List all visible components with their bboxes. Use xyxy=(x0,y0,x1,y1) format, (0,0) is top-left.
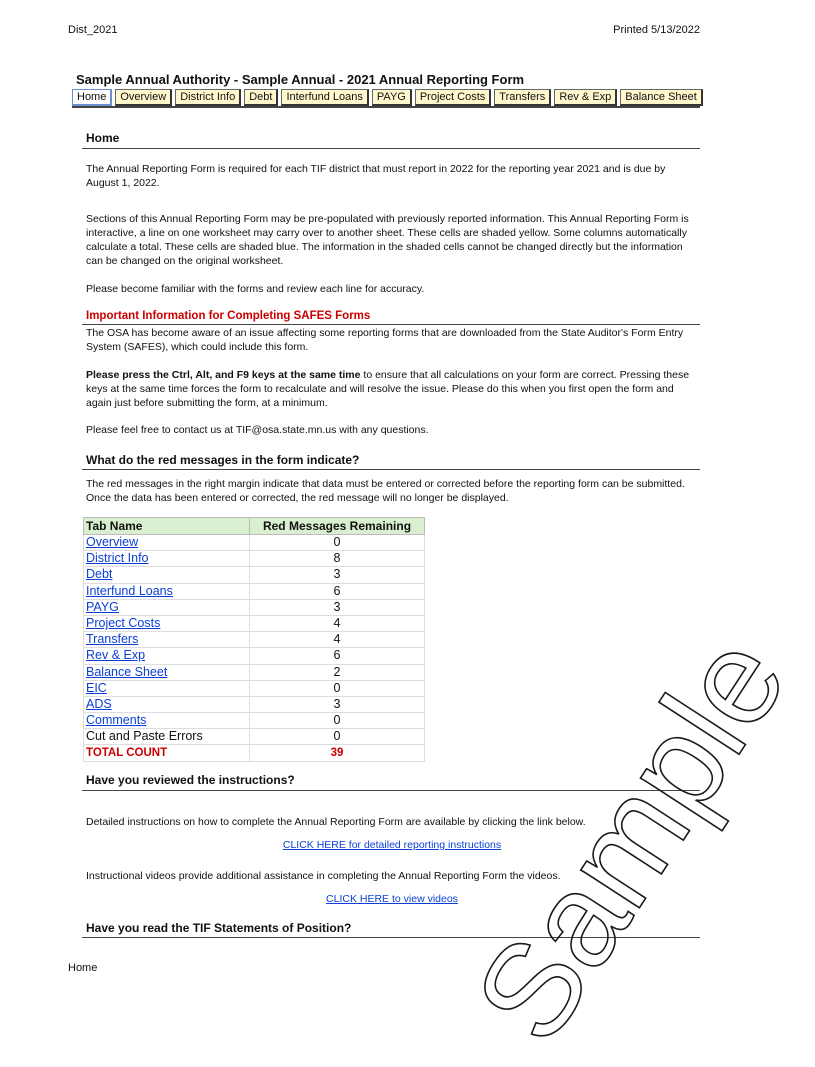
sheet-tab-bar xyxy=(72,89,700,108)
sample-watermark: Sample xyxy=(446,610,814,1067)
red-message-count: 4 xyxy=(250,632,425,648)
table-row xyxy=(84,729,425,745)
tab-name-cell[interactable] xyxy=(84,648,250,664)
tab-name-cell[interactable] xyxy=(84,664,250,680)
table-row xyxy=(84,615,425,631)
table-row xyxy=(84,680,425,696)
col-red-messages: Red Messages Remaining xyxy=(250,518,425,535)
tab-home[interactable]: Home xyxy=(72,89,112,106)
red-message-count: 0 xyxy=(250,729,425,745)
sheet-name: Dist_2021 xyxy=(68,24,118,36)
red-message-count: 3 xyxy=(250,599,425,615)
tab-name-cell[interactable] xyxy=(84,583,250,599)
table-row xyxy=(84,713,425,729)
tab-name-cell[interactable] xyxy=(84,696,250,712)
divider xyxy=(82,790,700,791)
home-heading: Home xyxy=(86,131,120,145)
divider xyxy=(82,324,700,325)
tab-payg[interactable]: PAYG xyxy=(372,89,412,106)
home-paragraph-2: Sections of this Annual Reporting Form may be pre-populated with previously reported information. This Annual Reporting Form is interactive, a line on one worksheet may carry over to another sheet. These cells are shaded yellow. Some columns automatically calculate a total. These cells are shaded blue. The information in the shaded cells cannot be changed directly but the information can be changed on the original worksheet. xyxy=(86,213,689,267)
instructions-heading: Have you reviewed the instructions? xyxy=(86,773,295,787)
tab-link[interactable]: Overview xyxy=(86,535,139,550)
tab-name-cell[interactable] xyxy=(84,535,250,551)
detailed-instructions-link[interactable]: CLICK HERE for detailed reporting instructions xyxy=(282,839,502,851)
red-messages-table xyxy=(83,517,425,762)
tab-name-cell[interactable] xyxy=(84,713,250,729)
red-message-count: 3 xyxy=(250,696,425,712)
table-row xyxy=(84,648,425,664)
total-value: 39 xyxy=(250,745,425,761)
instructions-paragraph-2: Instructional videos provide additional assistance in completing the Annual Reporting Form the videos. xyxy=(86,870,561,882)
tab-link[interactable]: PAYG xyxy=(86,599,119,614)
red-message-count: 0 xyxy=(250,713,425,729)
red-message-count: 6 xyxy=(250,648,425,664)
form-title: Sample Annual Authority - Sample Annual - 2021 Annual Reporting Form xyxy=(76,72,525,87)
total-row xyxy=(84,745,425,761)
safes-paragraph-2-rest: to ensure that all calculations on your form are correct. Pressing these keys at the same time forces the form to recalculate and will resolve the issue. Please do this when you first open the form and again just before submitting the form, at a minimum. xyxy=(86,369,690,409)
tab-link[interactable]: EIC xyxy=(86,680,107,695)
tab-transfers[interactable]: Transfers xyxy=(494,89,551,106)
tab-link[interactable]: Transfers xyxy=(86,632,139,647)
safes-paragraph-1: The OSA has become aware of an issue affecting some reporting forms that are downloaded from the State Auditor's Form Entry System (SAFES), which could include this form. xyxy=(86,327,684,353)
table-row xyxy=(84,583,425,599)
red-message-count: 0 xyxy=(250,680,425,696)
divider xyxy=(82,469,700,470)
tab-project-costs[interactable]: Project Costs xyxy=(415,89,491,106)
tab-link[interactable]: Comments xyxy=(86,713,147,728)
home-paragraph-3: Please become familiar with the forms and review each line for accuracy. xyxy=(86,283,425,295)
red-message-count: 6 xyxy=(250,583,425,599)
tab-debt[interactable]: Debt xyxy=(244,89,278,106)
videos-link[interactable]: CLICK HERE to view videos xyxy=(326,893,458,905)
red-messages-heading: What do the red messages in the form indicate? xyxy=(86,453,360,467)
ctrl-alt-f9-instruction: Please press the Ctrl, Alt, and F9 keys at the same time xyxy=(86,369,361,381)
divider xyxy=(82,937,700,938)
red-message-count: 0 xyxy=(250,535,425,551)
tab-link[interactable]: ADS xyxy=(86,696,112,711)
tab-link[interactable]: Rev & Exp xyxy=(86,648,146,663)
table-row xyxy=(84,551,425,567)
tab-interfund-loans[interactable]: Interfund Loans xyxy=(281,89,368,106)
home-paragraph-1: The Annual Reporting Form is required for each TIF district that must report in 2022 for the reporting year 2021 and is due by August 1, 2022. xyxy=(86,163,666,189)
tab-link[interactable]: Interfund Loans xyxy=(86,583,173,598)
tab-name-cell: Cut and Paste Errors xyxy=(84,729,250,745)
tab-balance-sheet[interactable]: Balance Sheet xyxy=(620,89,703,106)
instructions-paragraph-1: Detailed instructions on how to complete the Annual Reporting Form are available by clicking the link below. xyxy=(86,816,586,828)
tif-statements-heading: Have you read the TIF Statements of Position? xyxy=(86,921,352,935)
red-message-count: 8 xyxy=(250,551,425,567)
tab-district-info[interactable]: District Info xyxy=(175,89,241,106)
safes-paragraph-2 xyxy=(86,368,698,410)
tab-name-cell[interactable] xyxy=(84,551,250,567)
col-tab-name: Tab Name xyxy=(84,518,250,535)
table-row xyxy=(84,599,425,615)
tab-name-cell[interactable] xyxy=(84,599,250,615)
table-row xyxy=(84,696,425,712)
tab-name-cell[interactable] xyxy=(84,680,250,696)
red-messages-paragraph: The red messages in the right margin indicate that data must be entered or corrected before the reporting form can be submitted. Once the data has been entered or corrected, the red message will no longer be displayed. xyxy=(86,478,685,504)
tab-name-cell[interactable] xyxy=(84,632,250,648)
table-row xyxy=(84,664,425,680)
table-row xyxy=(84,535,425,551)
red-message-count: 3 xyxy=(250,567,425,583)
tab-link[interactable]: District Info xyxy=(86,551,149,566)
tab-name-cell[interactable] xyxy=(84,567,250,583)
safes-contact: Please feel free to contact us at TIF@osa.state.mn.us with any questions. xyxy=(86,424,429,436)
tab-link[interactable]: Balance Sheet xyxy=(86,664,168,679)
tab-name-cell[interactable] xyxy=(84,615,250,631)
table-row xyxy=(84,632,425,648)
tab-link[interactable]: Project Costs xyxy=(86,616,161,631)
tab-link[interactable]: Debt xyxy=(86,567,113,582)
total-label: TOTAL COUNT xyxy=(84,745,250,761)
red-message-count: 4 xyxy=(250,615,425,631)
footer-sheet-name: Home xyxy=(68,962,98,974)
tab-overview[interactable]: Overview xyxy=(115,89,172,106)
print-date: Printed 5/13/2022 xyxy=(613,24,700,36)
safes-heading: Important Information for Completing SAFES Forms xyxy=(86,310,371,322)
red-message-count: 2 xyxy=(250,664,425,680)
table-row xyxy=(84,567,425,583)
divider xyxy=(82,148,700,149)
tab-rev-exp[interactable]: Rev & Exp xyxy=(554,89,617,106)
